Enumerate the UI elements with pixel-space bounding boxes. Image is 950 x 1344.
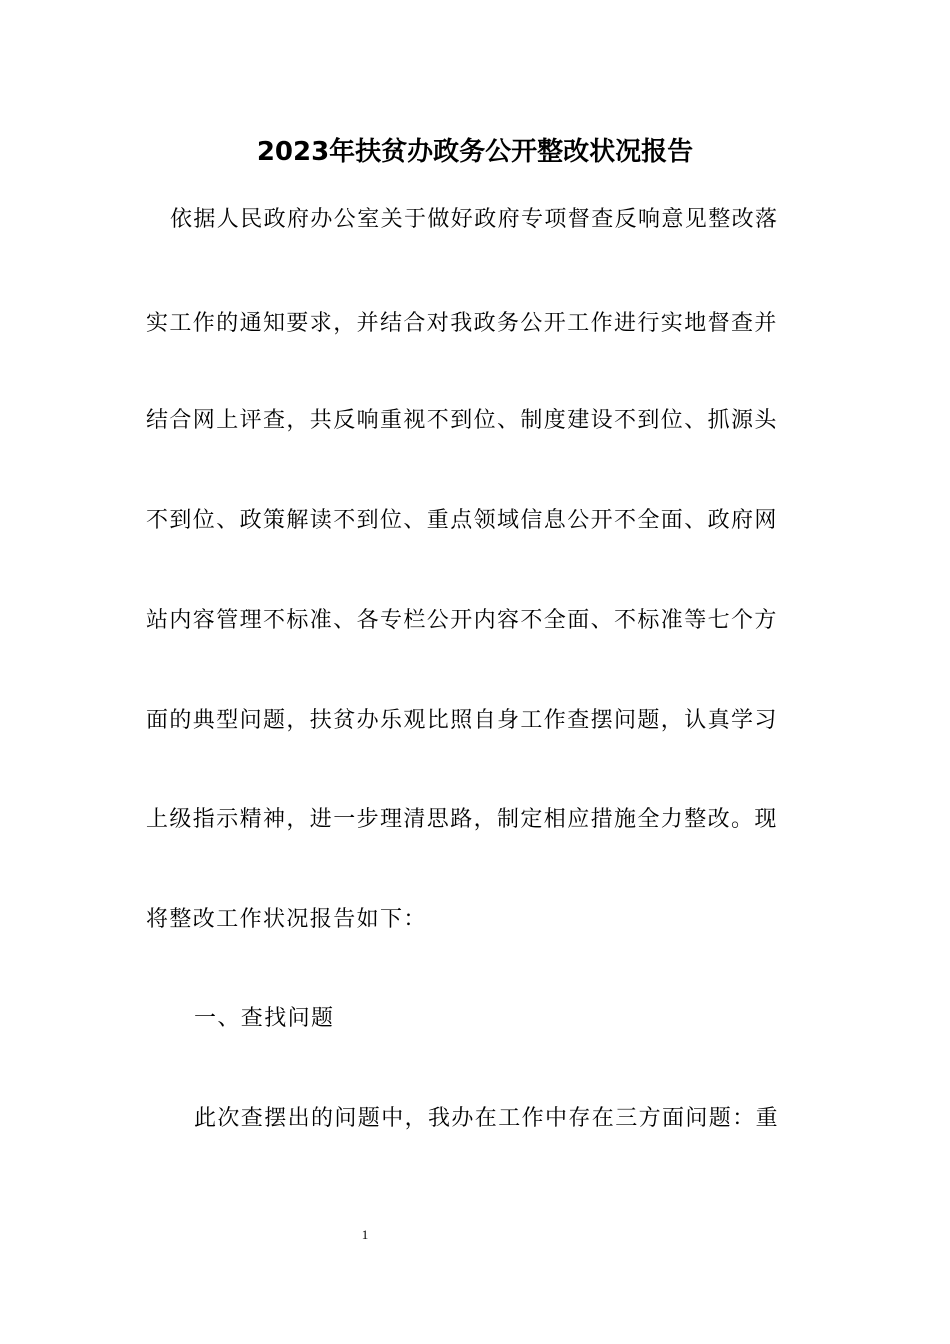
paragraph-line: 此次查摆出的问题中，我办在工作中存在三方面问题：重	[194, 1106, 780, 1131]
page-number: 1	[361, 1227, 369, 1242]
paragraph-line: 结合网上评查，共反响重视不到位、制度建设不到位、抓源头	[146, 408, 778, 433]
paragraph-line: 实工作的通知要求，并结合对我政务公开工作进行实地督查并	[146, 311, 778, 336]
document-title: 2023年扶贫办政务公开整改状况报告	[256, 137, 694, 167]
section-heading: 一、查找问题	[194, 1006, 335, 1031]
paragraph-line: 将整改工作状况报告如下：	[146, 907, 427, 932]
paragraph-line: 依据人民政府办公室关于做好政府专项督查反响意见整改落	[170, 207, 779, 232]
paragraph-line: 上级指示精神，进一步理清思路，制定相应措施全力整改。现	[146, 807, 778, 832]
paragraph-line: 站内容管理不标准、各专栏公开内容不全面、不标准等七个方	[146, 608, 778, 633]
paragraph-line: 面的典型问题，扶贫办乐观比照自身工作查摆问题，认真学习	[146, 708, 778, 733]
paragraph-line: 不到位、政策解读不到位、重点领域信息公开不全面、政府网	[146, 508, 778, 533]
